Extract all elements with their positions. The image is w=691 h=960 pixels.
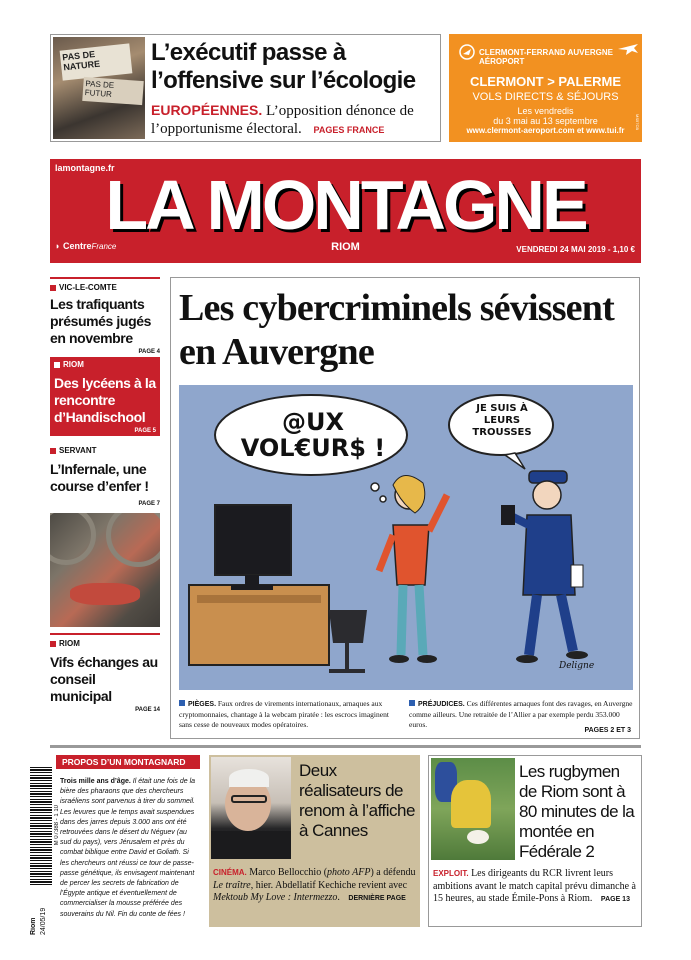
cartoonist-signature: Deligne [559, 661, 595, 671]
ad-schedule [449, 106, 642, 126]
top-story-headline[interactable]: L’exécutif passe à l’offensive sur l’écologie [151, 39, 416, 94]
cannes-headline[interactable]: Deux réalisateurs de renom à l’affiche à Cannes [299, 761, 415, 840]
caption-right [409, 699, 635, 730]
brief-kicker: SERVANT [50, 446, 160, 455]
top-story-summary-text: L’opposition dénonce de l’opportunisme électoral. [151, 103, 414, 137]
brief-item[interactable] [50, 639, 160, 713]
brief-item-highlight[interactable] [50, 357, 160, 436]
ad-urls[interactable]: www.clermont-aeroport.com et www.tui.fr [466, 126, 625, 135]
obstacle-race-photo [50, 513, 160, 627]
brief-kicker: RIOM [50, 639, 160, 648]
rugby-page-ref: PAGE 13 [600, 896, 630, 904]
airport-logo-icon [459, 44, 475, 60]
brief-kicker: VIC-LE-COMTE [50, 283, 160, 292]
brief-item[interactable] [50, 277, 160, 355]
masthead [50, 159, 641, 263]
propos-header: PROPOS D’UN MONTAGNARD [56, 755, 200, 769]
brief-page: PAGE 14 [135, 707, 160, 713]
site-url[interactable]: lamontagne.fr [55, 163, 115, 173]
cannes-kicker: CINÉMA. [213, 868, 247, 877]
caption-left-text: Faux ordres de virements internationaux, arnaques aux cryptomonnaies, chantage à la webcam piratée : les escrocs imaginent sans cesse de nouveaux modes opératoires. [179, 699, 389, 729]
protest-sign-2: PAS DE FUTUR [82, 77, 144, 105]
brief-page: PAGE 5 [134, 428, 156, 434]
ad-schedule-days: Les vendredis [517, 106, 574, 116]
brief-page: PAGE 7 [138, 501, 160, 507]
issue-date-price: VENDREDI 24 MAI 2019 - 1,10 € [516, 245, 635, 254]
cartoon-bubble-right: JE SUIS À LEURS TROUSSES [472, 403, 532, 438]
protest-sign-1: PAS DE NATURE [60, 43, 133, 80]
caption-left [179, 699, 403, 730]
top-story-kicker: EUROPÉENNES. [151, 102, 263, 118]
caption-right-text: Ces différentes arnaques font des ravages, en Auvergne comme ailleurs. Une retraitée de l’Allier a par exemple perdu 353.000 euros. [409, 699, 633, 729]
section-divider [50, 745, 641, 748]
rugby-body: Les dirigeants du RCR livrent leurs ambitions avant le match capital prévu dimanche à 15 heures, au stade Émile-Pons à Riom. [433, 868, 636, 905]
newspaper-title: LA MONTAGNE [105, 166, 586, 244]
brief-item[interactable] [50, 446, 160, 507]
climate-protest-photo [53, 37, 145, 139]
ad-code: MS57CB [635, 114, 640, 131]
caption-right-kicker: PRÉJUDICES. [409, 701, 465, 708]
group-name: Centre [62, 241, 92, 251]
top-story-box[interactable] [50, 34, 441, 142]
director-photo [211, 757, 291, 859]
main-story[interactable] [170, 277, 640, 739]
ad-route: CLERMONT > PALERME [469, 74, 622, 89]
brief-kicker: RIOM [54, 360, 156, 369]
ad-org-name: CLERMONT-FERRAND AUVERGNE AÉROPORT [479, 48, 613, 66]
column-propos[interactable] [56, 755, 200, 935]
rugby-kicker: EXPLOIT. [433, 869, 469, 878]
brief-title[interactable]: Vifs échanges au conseil municipal [50, 654, 158, 704]
ad-schedule-dates: du 3 mai au 13 septembre [493, 116, 598, 126]
brief-page: PAGE 4 [138, 349, 160, 355]
group-suffix: France [91, 242, 117, 251]
rugby-story[interactable] [428, 755, 642, 927]
cannes-page-ref: DERNIÈRE PAGE [348, 895, 406, 903]
main-story-page-ref: PAGES 2 ET 3 [584, 727, 631, 734]
brief-title[interactable]: Les trafiquants présumés jugés en novembre [50, 296, 151, 346]
main-headline[interactable]: Les cybercriminels sévissent en Auvergne [179, 287, 614, 373]
propos-text [60, 777, 198, 920]
ad-offer: VOLS DIRECTS & SÉJOURS [472, 91, 619, 103]
caption-square-icon [409, 700, 415, 706]
film-title-2: Mektoub My Love : Intermezzo [213, 892, 338, 904]
caption-left-kicker: PIÈGES. [179, 701, 216, 708]
brief-title[interactable]: Des lycéens à la rencontre d’Handischool [54, 375, 156, 425]
cannes-story[interactable] [209, 755, 420, 927]
barcode-edition: Riom [30, 917, 37, 935]
barcode [30, 765, 52, 885]
barcode-area [30, 765, 60, 935]
rugby-photo [431, 758, 515, 860]
rugby-text [433, 868, 639, 907]
airport-ad[interactable] [449, 34, 642, 142]
briefs-column [50, 277, 160, 739]
barcode-date: 24/05/19 [40, 907, 47, 935]
brief-title[interactable]: L’Infernale, une course d’enfer ! [50, 461, 149, 494]
top-story-summary [151, 101, 436, 139]
film-title-1: Le traître [213, 879, 251, 891]
cartoon-bubble-left: @UX VOL€UR$ ! [240, 408, 386, 462]
caption-square-icon [179, 700, 185, 706]
edition-name: RIOM [331, 241, 360, 253]
propos-lead: Trois mille ans d’âge. [60, 778, 131, 785]
barcode-number: M 07388 - 1 10 [54, 805, 60, 846]
top-story-page-ref: PAGES FRANCE [313, 125, 385, 135]
cybercrime-cartoon [179, 385, 633, 690]
photo-credit: photo AFP [327, 867, 371, 878]
group-logo-icon: ◗ [55, 241, 61, 251]
rugby-headline[interactable]: Les rugbymen de Riom sont à 80 minutes de la montée en Fédérale 2 [519, 762, 635, 861]
propos-body: Il était une fois de la bière des pharaons que des chercheurs israéliens sont parvenus à tirer du sommeil. Les levures que le temps avait suspendues dans des jarres depuis 3.000 ans ont été retrouvées dans le désert du Néguev (au sud du pays), vers Jérusalem et près du combat biblique entre David et Goliath. Si les chercheurs ont réussi ce tour de passe-passe génétique, ils envisagent maintenant de percer les secrets de fabrication de l’Égypte antique et éventuellement de commercialiser la mousse préférée des souverains du Nil. Fin du conte de fées ! [60, 778, 196, 918]
cannes-text: CINÉMA. Marco Bellocchio (photo AFP) a défendu Le traître, hier. Abdellatif Kechiche revient avec Mektoub My Love : Intermezzo. DERNIÈRE PAGE [213, 867, 416, 904]
